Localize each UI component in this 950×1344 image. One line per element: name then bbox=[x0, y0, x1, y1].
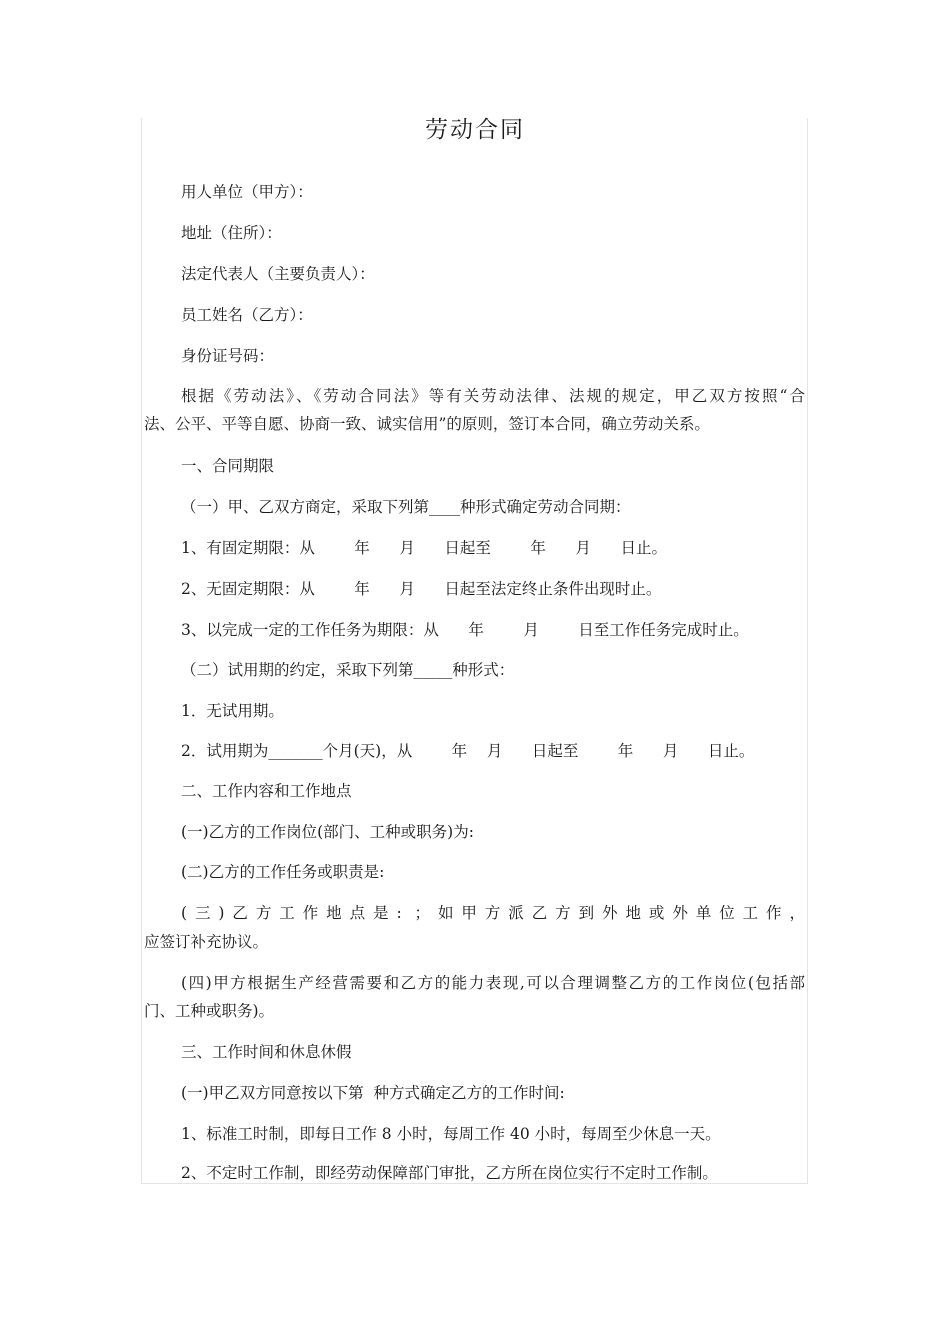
section-3-item-1: 1、标准工时制，即每日工作 8 小时，每周工作 40 小时，每周至少休息一天。 bbox=[181, 1125, 721, 1143]
employer-field: 用人单位（甲方）： bbox=[181, 183, 313, 201]
address-field: 地址（住所）： bbox=[181, 224, 282, 242]
section-3-heading: 三、工作时间和休息休假 bbox=[181, 1043, 352, 1061]
section-3-item-2: 2、不定时工作制，即经劳动保障部门审批，乙方所在岗位实行不定时工作制。 bbox=[181, 1164, 718, 1182]
preamble-line-2: 法、公平、平等自愿、协商一致、诚实信用”的原则，签订本合同，确立劳动关系。 bbox=[144, 415, 710, 433]
section-2-p3-line-1: (三)乙方工作地点是: ；如甲方派乙方到外地或外单位工作， bbox=[181, 904, 805, 922]
section-2-p2: (二)乙方的工作任务或职责是: bbox=[181, 863, 385, 881]
section-2-p4-line-1: (四)甲方根据生产经营需要和乙方的能力表现,可以合理调整乙方的工作岗位(包括部 bbox=[181, 974, 805, 992]
legal-rep-field: 法定代表人（主要负责人）： bbox=[181, 265, 375, 283]
employee-field: 员工姓名（乙方）： bbox=[181, 306, 313, 324]
preamble-line-1: 根据《劳动法》、《劳动合同法》等有关劳动法律、法规的规定，甲乙双方按照“合 bbox=[181, 387, 805, 405]
section-2-p1: (一)乙方的工作岗位(部门、工种或职务)为: bbox=[181, 823, 474, 841]
section-1-item-5: 2．试用期为_______个月(天)，从 年 月 日起至 年 月 日止。 bbox=[181, 742, 755, 760]
section-1-item-1: 1、有固定期限：从 年 月 日起至 年 月 日止。 bbox=[181, 539, 667, 557]
id-number-field: 身份证号码： bbox=[181, 347, 275, 365]
section-1-sub-1: （一）甲、乙双方商定，采取下列第____种形式确定劳动合同期： bbox=[181, 498, 631, 516]
section-1-item-4: 1．无试用期。 bbox=[181, 702, 284, 720]
section-3-p1: (一)甲乙双方同意按以下第 种方式确定乙方的工作时间: bbox=[181, 1084, 565, 1102]
section-1-item-3: 3、以完成一定的工作任务为期限：从 年 月 日至工作任务完成时止。 bbox=[181, 621, 749, 639]
section-2-p4-line-2: 门、工种或职务)。 bbox=[144, 1002, 275, 1020]
section-2-heading: 二、工作内容和工作地点 bbox=[181, 782, 352, 800]
page-title: 劳动合同 bbox=[425, 117, 525, 143]
section-1-sub-2: （二）试用期的约定，采取下列第_____种形式： bbox=[181, 661, 515, 679]
section-1-heading: 一、合同期限 bbox=[181, 457, 275, 475]
section-2-p3-line-2: 应签订补充协议。 bbox=[144, 933, 269, 951]
section-1-item-2: 2、无固定期限：从 年 月 日起至法定终止条件出现时止。 bbox=[181, 580, 662, 598]
